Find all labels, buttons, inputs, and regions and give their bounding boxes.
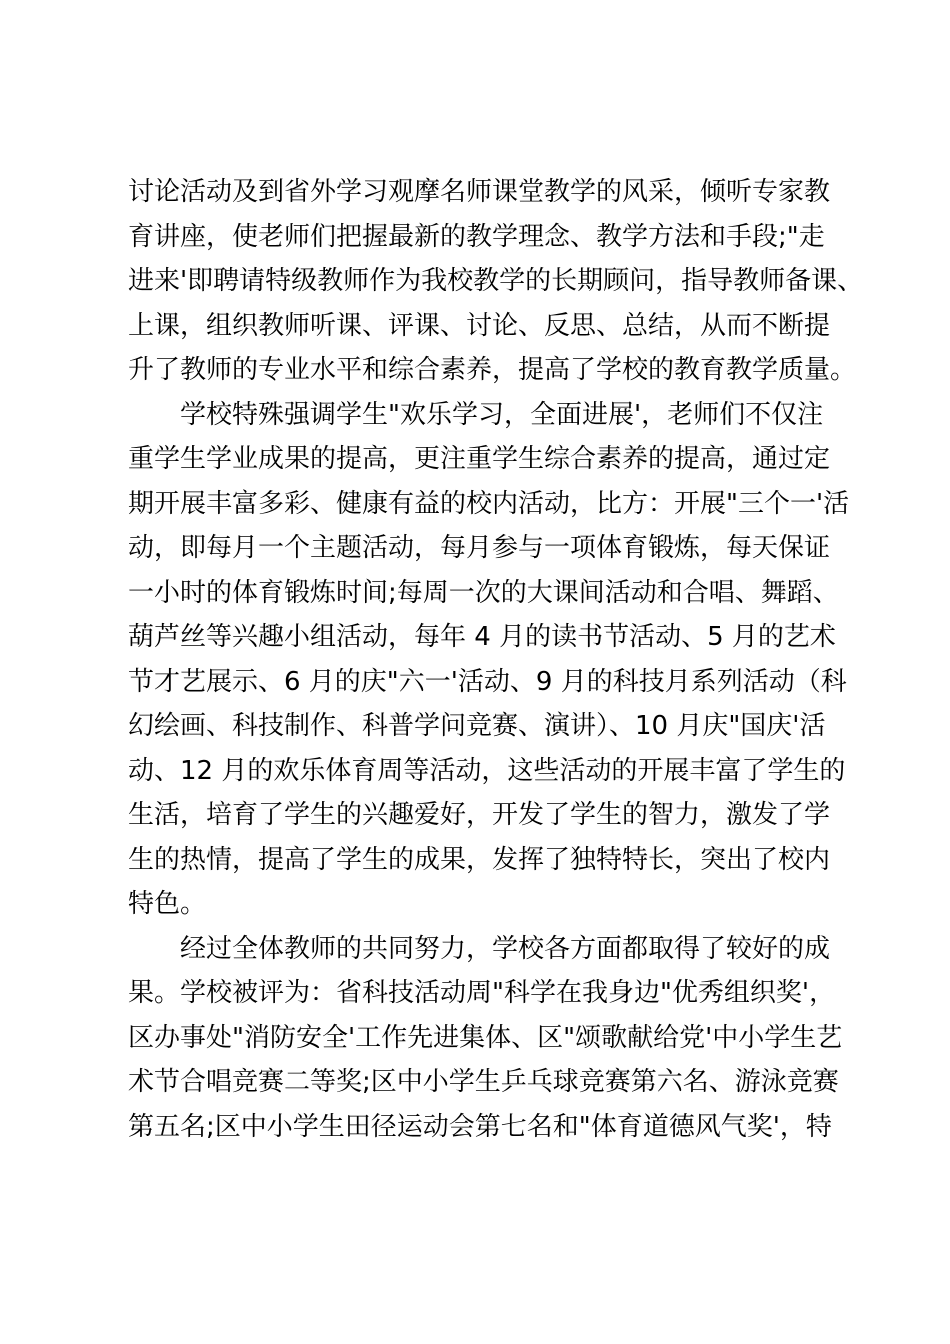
text-line: 一小时的体育锻炼时间;每周一次的大课间活动和合唱、舞蹈、 — [128, 577, 839, 608]
text-line: 果。学校被评为：省科技活动周"科学在我身边"优秀组织奖'， — [128, 978, 836, 1008]
body-text — [128, 170, 864, 1149]
text-line: 区办事处"消防安全'工作先进集体、区"颂歌献给党'中小学生艺 — [128, 1022, 843, 1053]
text-line: 讨论活动及到省外学习观摩名师课堂教学的风采，倾听专家教 — [128, 177, 831, 207]
text-line: 葫芦丝等兴趣小组活动，每年 4 月的读书节活动、5 月的艺术 — [128, 622, 836, 652]
text-line: 升了教师的专业水平和综合素养，提高了学校的教育教学质量。 — [128, 355, 857, 385]
text-line: 育讲座，使老师们把握最新的教学理念、教学方法和手段;"走 — [128, 221, 825, 252]
text-line: 特色。 — [128, 889, 207, 919]
text-line: 进来'即聘请特级教师作为我校教学的长期顾问，指导教师备课、 — [128, 266, 864, 296]
text-line: 术节合唱竞赛二等奖;区中小学生乒乓球竞赛第六名、游泳竞赛 — [128, 1067, 839, 1097]
text-line: 动，即每月一个主题活动，每月参与一项体育锻炼，每天保证 — [128, 533, 831, 563]
text-line: 生的热情，提高了学生的成果，发挥了独特特长，突出了校内 — [128, 844, 831, 875]
paragraph-start-line: 经过全体教师的共同努力，学校各方面都取得了较好的成 — [180, 933, 831, 964]
text-line: 节才艺展示、6 月的庆"六一'活动、9 月的科技月系列活动（科 — [128, 666, 847, 697]
text-line: 上课，组织教师听课、评课、讨论、反思、总结，从而不断提 — [128, 310, 831, 341]
text-line: 动、12 月的欢乐体育周等活动，这些活动的开展丰富了学生的 — [128, 755, 846, 786]
text-line: 幻绘画、科技制作、科普学问竞赛、演讲）、10 月庆"国庆'活 — [128, 711, 826, 741]
text-line: 第五名;区中小学生田径运动会第七名和"体育道德风气奖'，特 — [128, 1111, 832, 1142]
text-line: 生活，培育了学生的兴趣爱好，开发了学生的智力，激发了学 — [128, 800, 831, 830]
text-line: 重学生学业成果的提高，更注重学生综合素养的提高，通过定 — [128, 444, 831, 474]
paragraph-start-line: 学校特殊强调学生"欢乐学习，全面进展'，老师们不仅注 — [180, 399, 824, 430]
text-line: 期开展丰富多彩、健康有益的校内活动，比方：开展"三个一'活 — [128, 488, 850, 519]
